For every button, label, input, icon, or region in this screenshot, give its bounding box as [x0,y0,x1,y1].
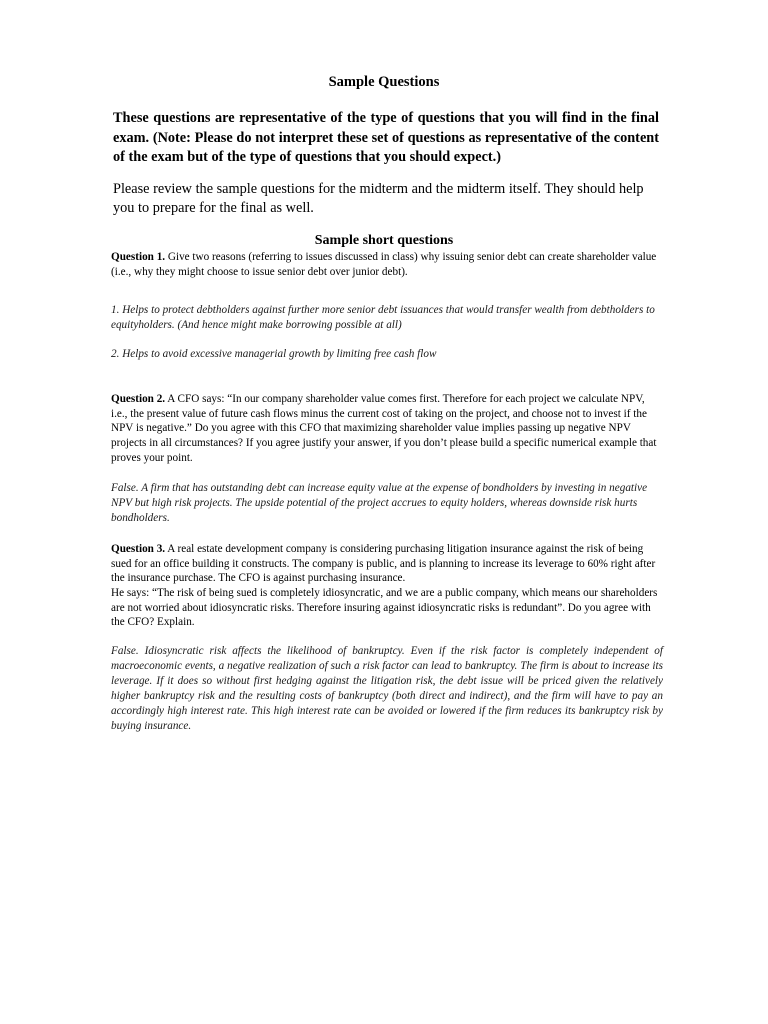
question-2-answer: False. A firm that has outstanding debt can increase equity value at the expense of bondholders by investing in negative NPV but high risk projects. The upside potential of the project accrues to equity holders, whereas downside risk hurts bondholders. [111,482,648,524]
question-3-label: Question 3. [111,543,166,555]
question-2-text: A CFO says: “In our company shareholder value comes first. Therefore for each project we calculate NPV, i.e., the present value of future cash flows minus the current cost of taking on the project, and choose not to invest if the NPV is negative.” Do you agree with this CFO that maximizing shareholder value implies passing up negative NPV projects in all circumstances? If you agree justify your answer, if you don’t please build a specific numerical example that proves your point. [111,393,657,464]
question-1-answer-1: 1. Helps to protect debtholders against further more senior debt issuances that would transfer wealth from debtholders to equityholders. (And hence might make borrowing possible at all) [111,304,655,331]
question-3-cfo-quote: He says: “The risk of being sued is completely idiosyncratic, and we are a public company, which means our shareholders are not worried about idiosyncratic risks. Therefore insuring against idiosyncratic risks is redundant”. Do you agree with the CFO? Explain. [111,587,658,629]
question-3-text: A real estate development company is considering purchasing litigation insurance against the risk of being sued for an office building it constructs. The company is public, and is planning to increase its leverage to 60% right after the insurance purchase. The CFO is against purchasing insurance. [111,543,656,585]
question-1-answer-2: 2. Helps to avoid excessive managerial growth by limiting free cash flow [111,348,437,360]
section-heading: Sample short questions [314,233,454,248]
question-3 [111,542,659,586]
page-title: Sample Questions [328,74,440,90]
question-2-label: Question 2. [111,393,166,405]
question-1-text: Give two reasons (referring to issues discussed in class) why issuing senior debt can create shareholder value (i.e., why they might choose to issue senior debt over junior debt). [111,251,657,278]
question-3-answer: False. Idiosyncratic risk affects the likelihood of bankruptcy. Even if the risk factor is completely independent of macroeconomic events, a negative realization of such a risk factor can lead to bankruptcy. The firm is about to increase its leverage. If it does so without first hedging against the litigation risk, the debt issue will be priced given the relatively higher bankruptcy risk and the resulting costs of bankruptcy (both direct and indirect), and the firm will have to pay an accordingly high interest rate. This high interest rate can be avoided or lowered if the firm reduces its bankruptcy risk by buying insurance. [111,645,663,732]
question-2 [111,392,659,466]
review-paragraph: Please review the sample questions for the midterm and the midterm itself. They should help you to prepare for the final as well. [113,181,644,216]
intro-paragraph: These questions are representative of the type of questions that you will find in the final exam. (Note: Please do not interpret these set of questions as representative of the content of the exam but of the type of questions that you should expect.) [113,110,659,165]
question-1-label: Question 1. [111,251,166,263]
question-1 [111,250,659,279]
